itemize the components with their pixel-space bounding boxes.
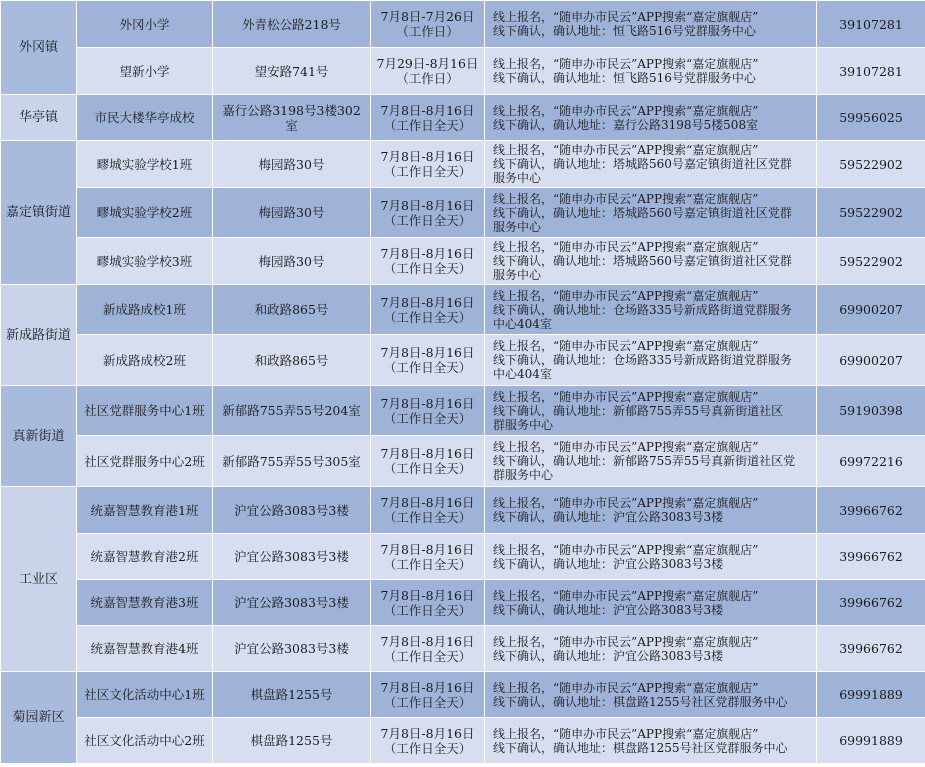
school-cell: 社区党群服务中心2班 <box>77 436 213 487</box>
phone-cell: 59522902 <box>817 188 925 238</box>
notice-line: 线上报名，“随申办市民云”APP搜索“嘉定旗舰店” <box>493 634 759 649</box>
notice-line: 线上报名，“随申办市民云”APP搜索“嘉定旗舰店” <box>493 191 759 206</box>
notice-line: 线下确认，确认地址：新郁路755弄55号真新街道社区 <box>493 403 784 418</box>
address-cell: 新郁路755弄55号204室 <box>213 386 371 436</box>
town-cell: 外冈镇 <box>1 1 77 95</box>
time-note: （工作日全天） <box>383 117 472 133</box>
time-note: （工作日全天） <box>383 694 472 710</box>
table-row <box>1 534 925 580</box>
time-note: （工作日全天） <box>383 212 472 228</box>
school-cell: 外冈小学 <box>77 1 213 48</box>
time-cell <box>371 487 485 534</box>
address-cell: 外青松公路218号 <box>213 1 371 48</box>
table-row <box>1 626 925 672</box>
town-cell: 嘉定镇街道 <box>1 141 77 285</box>
time-note: （工作日全天） <box>383 648 472 664</box>
time-cell <box>371 672 485 718</box>
phone-cell: 59956025 <box>817 95 925 141</box>
table-row <box>1 580 925 626</box>
address-cell: 棋盘路1255号 <box>213 718 371 764</box>
time-note: （工作日全天） <box>383 556 472 572</box>
time-cell <box>371 141 485 188</box>
notice-cell <box>485 238 817 285</box>
notice-line: 线下确认，确认地址：棋盘路1255号社区党群服务中心 <box>493 740 788 755</box>
notice-line: 服务中心 <box>493 171 542 185</box>
time-cell <box>371 386 485 436</box>
table-body <box>1 1 925 764</box>
table-row <box>1 141 925 188</box>
town-cell: 新成路街道 <box>1 285 77 386</box>
school-cell: 社区党群服务中心1班 <box>77 386 213 436</box>
notice-line: 线下确认，确认地址：嘉行公路3198号5楼508室 <box>493 117 759 132</box>
notice-line: 线上报名，“随申办市民云”APP搜索“嘉定旗舰店” <box>493 542 759 557</box>
table-row <box>1 335 925 386</box>
notice-cell <box>485 188 817 238</box>
address-cell: 沪宜公路3083号3楼 <box>213 534 371 580</box>
school-cell: 望新小学 <box>77 48 213 95</box>
notice-line: 中心404室 <box>493 367 552 381</box>
town-cell: 华亭镇 <box>1 95 77 141</box>
notice-cell <box>485 534 817 580</box>
date-range: 7月8日-8月16日 <box>380 149 475 164</box>
date-range: 7月8日-8月16日 <box>380 587 475 603</box>
date-range: 7月8日-8月16日 <box>380 679 475 695</box>
time-cell <box>371 335 485 386</box>
school-cell: 统嘉智慧教育港2班 <box>77 534 213 580</box>
notice-line: 线下确认，确认地址：沪宜公路3083号3楼 <box>493 556 724 571</box>
notice-line: 线上报名，“随申办市民云”APP搜索“嘉定旗舰店” <box>493 680 759 695</box>
notice-cell <box>485 386 817 436</box>
date-range: 7月8日-8月16日 <box>380 395 475 411</box>
school-cell: 疁城实验学校3班 <box>77 238 213 285</box>
table-row <box>1 1 925 48</box>
time-note: （工作日） <box>396 24 459 39</box>
phone-cell: 59522902 <box>817 141 925 188</box>
table-row <box>1 48 925 95</box>
date-range: 7月8日-8月16日 <box>380 102 475 118</box>
notice-cell <box>485 626 817 672</box>
school-cell: 社区文化活动中心1班 <box>77 672 213 718</box>
time-note: （工作日全天） <box>383 602 472 618</box>
phone-cell: 69991889 <box>817 672 925 718</box>
address-cell: 和政路865号 <box>213 285 371 335</box>
notice-cell <box>485 580 817 626</box>
table-row <box>1 238 925 285</box>
address-cell: 沪宜公路3083号3楼 <box>213 580 371 626</box>
notice-line: 线上报名，“随申办市民云”APP搜索“嘉定旗舰店” <box>493 57 759 71</box>
date-range: 7月8日-8月16日 <box>380 345 475 360</box>
school-cell: 新成路成校1班 <box>77 285 213 335</box>
date-range: 7月8日-8月16日 <box>380 633 475 649</box>
notice-cell <box>485 141 817 188</box>
phone-cell: 59190398 <box>817 386 925 436</box>
notice-line: 线上报名，“随申办市民云”APP搜索“嘉定旗舰店” <box>493 389 759 404</box>
time-note: （工作日） <box>396 71 459 86</box>
time-note: （工作日全天） <box>383 164 472 179</box>
school-cell: 统嘉智慧教育港4班 <box>77 626 213 672</box>
notice-line: 线上报名，“随申办市民云”APP搜索“嘉定旗舰店” <box>493 440 759 454</box>
phone-cell: 39966762 <box>817 487 925 534</box>
address-cell: 新郁路755弄55号305室 <box>213 436 371 487</box>
notice-line: 线下确认，确认地址：沪宜公路3083号3楼 <box>493 648 724 663</box>
table-row <box>1 672 925 718</box>
address-cell: 嘉行公路3198号3楼302室 <box>213 95 371 141</box>
notice-cell <box>485 335 817 386</box>
notice-line: 线上报名，“随申办市民云”APP搜索“嘉定旗舰店” <box>493 496 759 510</box>
phone-cell: 69972216 <box>817 436 925 487</box>
town-cell: 工业区 <box>1 487 77 672</box>
notice-line: 线上报名，“随申办市民云”APP搜索“嘉定旗舰店” <box>493 588 759 603</box>
address-cell: 望安路741号 <box>213 48 371 95</box>
school-cell: 社区文化活动中心2班 <box>77 718 213 764</box>
phone-cell: 39107281 <box>817 48 925 95</box>
table-row <box>1 386 925 436</box>
notice-line: 线下确认，确认地址：仓场路335号新成路街道党群服务 <box>493 353 792 367</box>
time-note: （工作日全天） <box>383 360 472 375</box>
table-row <box>1 487 925 534</box>
notice-line: 中心404室 <box>493 316 552 331</box>
notice-line: 服务中心 <box>493 268 542 282</box>
time-cell <box>371 580 485 626</box>
notice-line: 服务中心 <box>493 219 542 234</box>
address-cell: 梅园路30号 <box>213 238 371 285</box>
notice-line: 线下确认，确认地址：恒飞路516号党群服务中心 <box>493 24 756 38</box>
date-range: 7月8日-8月16日 <box>380 246 475 261</box>
table-row <box>1 95 925 141</box>
date-range: 7月29日-8月16日 <box>376 56 479 71</box>
date-range: 7月8日-8月16日 <box>380 725 475 741</box>
notice-line: 线下确认，确认地址：塔城路560号嘉定镇街道社区党群 <box>493 157 792 171</box>
table-row <box>1 188 925 238</box>
town-cell: 真新街道 <box>1 386 77 487</box>
date-range: 7月8日-7月26日 <box>380 9 475 24</box>
school-cell: 疁城实验学校2班 <box>77 188 213 238</box>
notice-line: 线下确认，确认地址：仓场路335号新成路街道党群服务 <box>493 302 792 317</box>
address-cell: 梅园路30号 <box>213 188 371 238</box>
table-row <box>1 436 925 487</box>
date-range: 7月8日-8月16日 <box>380 541 475 557</box>
notice-line: 线下确认，确认地址：恒飞路516号党群服务中心 <box>493 71 756 85</box>
time-note: （工作日全天） <box>383 261 472 276</box>
time-note: （工作日全天） <box>383 740 472 756</box>
phone-cell: 69900207 <box>817 285 925 335</box>
notice-line: 线上报名，“随申办市民云”APP搜索“嘉定旗舰店” <box>493 143 759 157</box>
notice-cell <box>485 285 817 335</box>
time-cell <box>371 238 485 285</box>
notice-line: 线下确认，确认地址：沪宜公路3083号3楼 <box>493 602 724 617</box>
notice-line: 线上报名，“随申办市民云”APP搜索“嘉定旗舰店” <box>493 288 759 303</box>
notice-line: 线下确认，确认地址：塔城路560号嘉定镇街道社区党群 <box>493 254 792 268</box>
date-range: 7月8日-8月16日 <box>380 446 475 461</box>
time-cell <box>371 95 485 141</box>
notice-cell <box>485 1 817 48</box>
phone-cell: 39966762 <box>817 580 925 626</box>
notice-line: 线下确认，确认地址：新郁路755弄55号真新街道社区党 <box>493 454 796 468</box>
notice-line: 线上报名，“随申办市民云”APP搜索“嘉定旗舰店” <box>493 726 759 741</box>
school-cell: 统嘉智慧教育港3班 <box>77 580 213 626</box>
time-cell <box>371 285 485 335</box>
phone-cell: 69991889 <box>817 718 925 764</box>
notice-line: 群服务中心 <box>493 468 554 482</box>
address-cell: 棋盘路1255号 <box>213 672 371 718</box>
notice-cell <box>485 48 817 95</box>
notice-cell <box>485 436 817 487</box>
date-range: 7月8日-8月16日 <box>380 495 475 510</box>
time-cell <box>371 188 485 238</box>
phone-cell: 39107281 <box>817 1 925 48</box>
time-cell <box>371 436 485 487</box>
time-note: （工作日全天） <box>383 410 472 426</box>
notice-cell <box>485 672 817 718</box>
time-note: （工作日全天） <box>383 309 472 325</box>
school-cell: 疁城实验学校1班 <box>77 141 213 188</box>
notice-line: 线上报名，“随申办市民云”APP搜索“嘉定旗舰店” <box>493 10 759 24</box>
town-cell: 菊园新区 <box>1 672 77 764</box>
notice-line: 线上报名，“随申办市民云”APP搜索“嘉定旗舰店” <box>493 240 759 254</box>
date-range: 7月8日-8月16日 <box>380 197 475 213</box>
address-cell: 梅园路30号 <box>213 141 371 188</box>
notice-cell <box>485 718 817 764</box>
table-row <box>1 285 925 335</box>
notice-line: 线上报名，“随申办市民云”APP搜索“嘉定旗舰店” <box>493 339 759 353</box>
notice-cell <box>485 95 817 141</box>
notice-line: 群服务中心 <box>493 417 554 432</box>
date-range: 7月8日-8月16日 <box>380 294 475 310</box>
school-cell: 市民大楼华亭成校 <box>77 95 213 141</box>
time-cell <box>371 1 485 48</box>
address-cell: 沪宜公路3083号3楼 <box>213 487 371 534</box>
table-row <box>1 718 925 764</box>
time-cell <box>371 718 485 764</box>
phone-cell: 69900207 <box>817 335 925 386</box>
phone-cell: 59522902 <box>817 238 925 285</box>
address-cell: 沪宜公路3083号3楼 <box>213 626 371 672</box>
address-cell: 和政路865号 <box>213 335 371 386</box>
notice-cell <box>485 487 817 534</box>
phone-cell: 39966762 <box>817 626 925 672</box>
notice-line: 线上报名，“随申办市民云”APP搜索“嘉定旗舰店” <box>493 103 759 118</box>
time-cell <box>371 534 485 580</box>
notice-line: 线下确认，确认地址：沪宜公路3083号3楼 <box>493 510 724 524</box>
time-cell <box>371 626 485 672</box>
notice-line: 线下确认，确认地址：棋盘路1255号社区党群服务中心 <box>493 694 788 709</box>
time-cell <box>371 48 485 95</box>
school-cell: 统嘉智慧教育港1班 <box>77 487 213 534</box>
time-note: （工作日全天） <box>383 461 472 476</box>
notice-line: 线下确认，确认地址：塔城路560号嘉定镇街道社区党群 <box>493 205 792 220</box>
school-cell: 新成路成校2班 <box>77 335 213 386</box>
time-note: （工作日全天） <box>383 510 472 525</box>
phone-cell: 39966762 <box>817 534 925 580</box>
